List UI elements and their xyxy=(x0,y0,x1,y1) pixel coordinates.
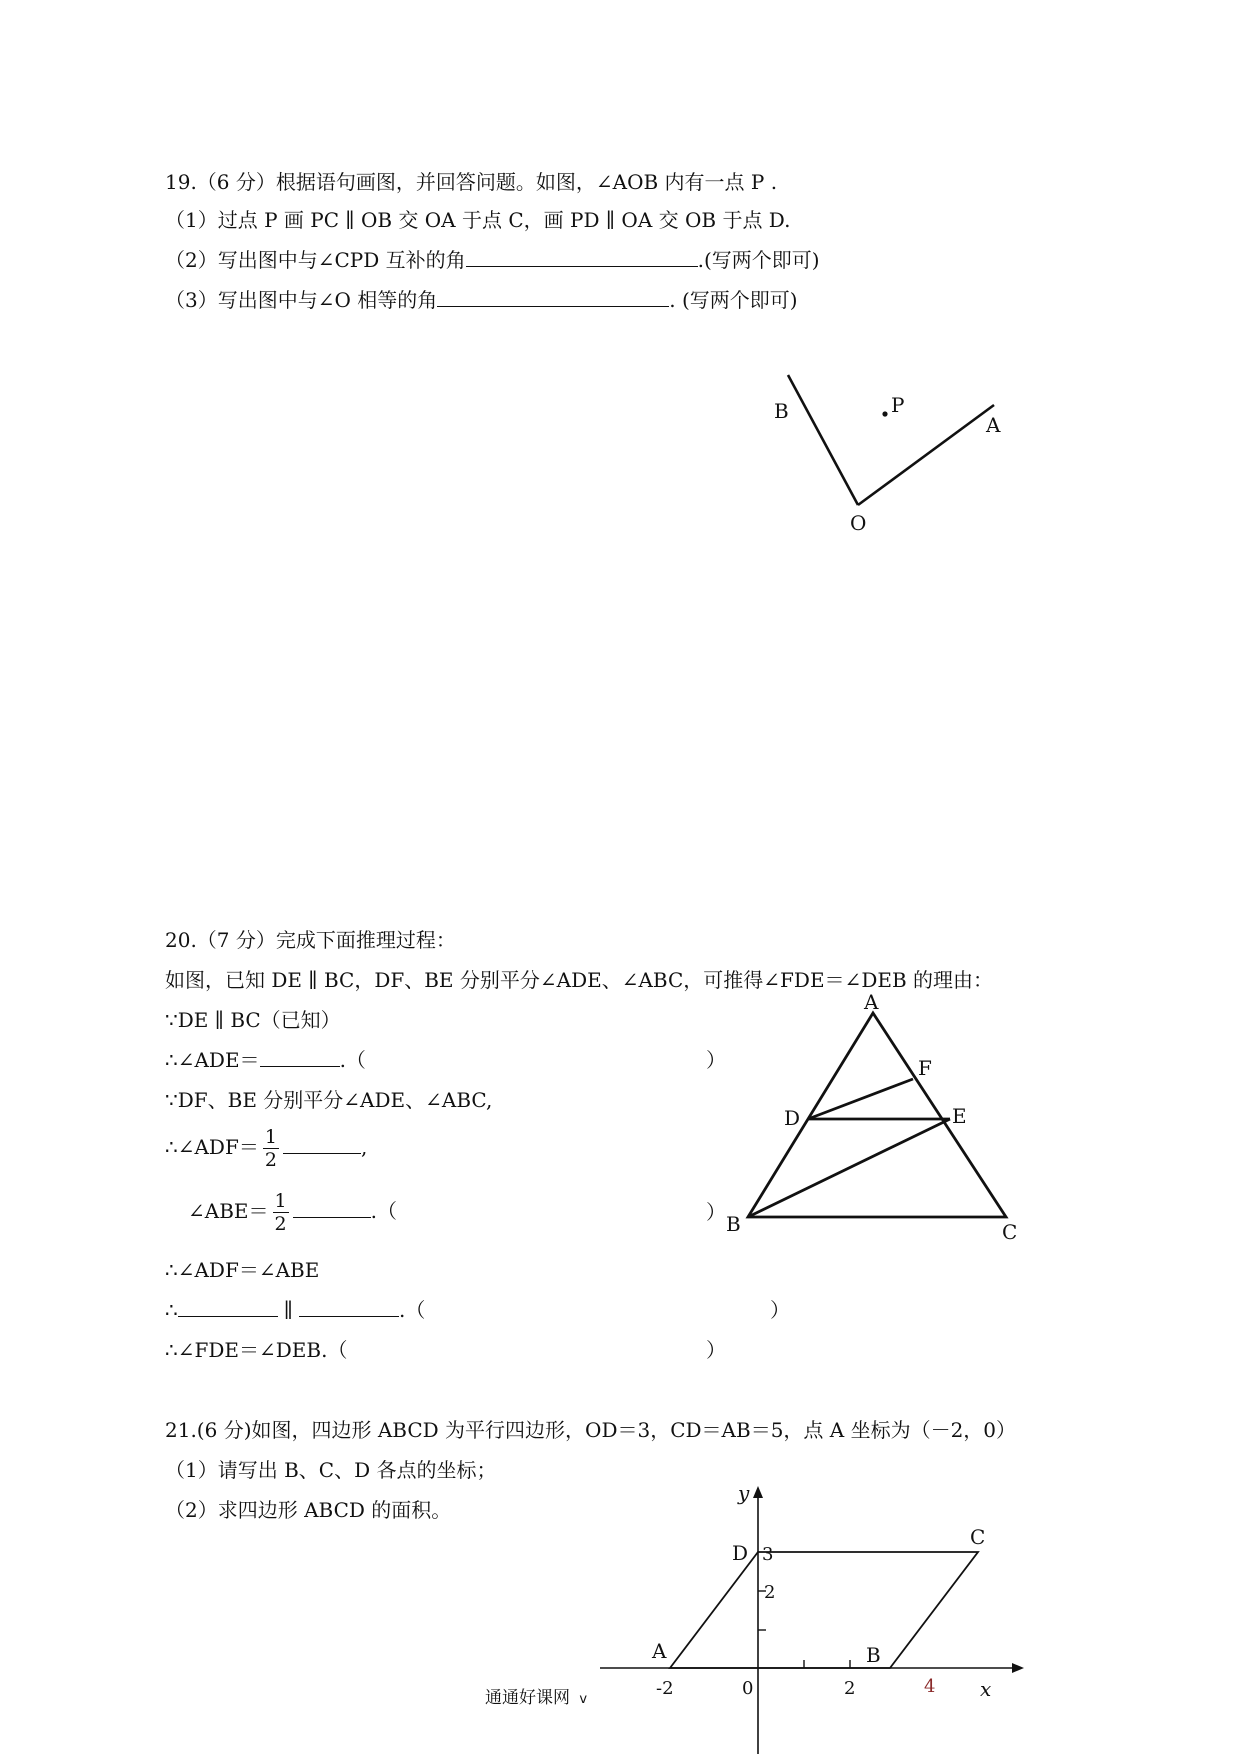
label-d: D xyxy=(732,1541,749,1565)
label-e: E xyxy=(952,1104,967,1128)
label-o: O xyxy=(850,511,867,535)
q19-item1: （1）过点 P 画 PC ∥ OB 交 OA 于点 C，画 PD ∥ OA 交 OB 于点 D. xyxy=(165,208,791,232)
q19-item3-text: （3）写出图中与∠O 相等的角 xyxy=(165,288,438,312)
q20-step4-blank[interactable] xyxy=(283,1135,361,1154)
label-c: C xyxy=(970,1525,986,1549)
q20-step7-text: ∴ xyxy=(165,1298,178,1322)
footer-text: 通通好课网 xyxy=(485,1688,570,1708)
q20-step8: ∴∠FDE＝∠DEB.（ xyxy=(165,1338,348,1362)
q19-item2-answer-blank[interactable] xyxy=(466,248,698,267)
q20-statement: 如图，已知 DE ∥ BC，DF、BE 分别平分∠ADE、∠ABC，可推得∠FDE＝∠DEB 的理由： xyxy=(165,968,994,992)
q20-step7-blank-right[interactable] xyxy=(299,1298,399,1317)
q20-step7 xyxy=(165,1298,425,1322)
q20-step4-text: ∴∠ADF＝ xyxy=(165,1135,259,1159)
label-p: P xyxy=(891,393,905,417)
q20-step2-text: ∴∠ADE＝ xyxy=(165,1048,260,1072)
q20-step1: ∵DE ∥ BC（已知） xyxy=(165,1008,341,1032)
label-c: C xyxy=(1002,1220,1018,1244)
q20-step5-text: ∠ABE＝ xyxy=(188,1199,269,1223)
q20-step5 xyxy=(188,1190,397,1235)
q20-step7-blank-left[interactable] xyxy=(178,1298,278,1317)
q19-item2-note: .(写两个即可) xyxy=(697,248,820,272)
q19-item3-answer-blank[interactable] xyxy=(437,288,669,307)
segment-df xyxy=(808,1079,913,1119)
label-a: A xyxy=(864,990,879,1014)
q21-coordinate-figure xyxy=(600,1478,1040,1754)
y-axis-arrow xyxy=(753,1486,763,1498)
label-b: B xyxy=(774,399,789,423)
q19-angle-figure xyxy=(760,360,1040,540)
q21-title: 21.(6 分)如图，四边形 ABCD 为平行四边形，OD＝3，CD＝AB＝5，点 A 坐标为（－2，0） xyxy=(165,1418,1017,1442)
fraction-half: $\frac{1}{2}$ xyxy=(264,1126,277,1171)
label-a: A xyxy=(986,413,1001,437)
ray-ob xyxy=(788,375,858,505)
y-tick-label-3: 3 xyxy=(762,1544,774,1565)
y-tick-label-2: 2 xyxy=(764,1582,776,1603)
label-b: B xyxy=(726,1212,741,1236)
x-tick-label-2: 2 xyxy=(844,1678,856,1699)
x-tick-label-4: 4 xyxy=(924,1676,936,1697)
q21-item2: （2）求四边形 ABCD 的面积。 xyxy=(165,1498,452,1522)
x-tick-label-0: 0 xyxy=(742,1678,754,1699)
x-axis-arrow xyxy=(1012,1663,1024,1673)
fraction-half: $\frac{1}{2}$ xyxy=(274,1190,287,1235)
footer-suffix: v xyxy=(579,1692,588,1707)
q19-title: 19.（6 分）根据语句画图，并回答问题。如图，∠AOB 内有一点 P . xyxy=(165,170,778,194)
q20-step7-open: .（ xyxy=(398,1298,426,1322)
q20-step2 xyxy=(165,1048,366,1072)
q20-step6: ∴∠ADF＝∠ABE xyxy=(165,1258,320,1282)
q20-step5-blank[interactable] xyxy=(293,1199,371,1218)
parallelogram-abcd xyxy=(670,1552,978,1668)
label-f: F xyxy=(918,1056,932,1080)
q20-step4-comma: , xyxy=(360,1135,368,1159)
q19-item2-text: （2）写出图中与∠CPD 互补的角 xyxy=(165,248,466,272)
q20-step2-open: .（ xyxy=(339,1048,366,1072)
q20-triangle-figure xyxy=(710,990,1030,1245)
x-axis-label: x xyxy=(980,1677,992,1701)
q20-title: 20.（7 分）完成下面推理过程： xyxy=(165,928,456,952)
q20-step2-blank[interactable] xyxy=(260,1048,340,1067)
q19-item2 xyxy=(165,248,820,272)
q20-step4 xyxy=(165,1126,367,1171)
q20-step5-open: .（ xyxy=(370,1199,397,1223)
q20-step3: ∵DF、BE 分别平分∠ADE、∠ABC, xyxy=(165,1088,493,1112)
point-p xyxy=(882,411,887,416)
y-axis-label: y xyxy=(738,1481,750,1505)
q20-step8-close: ） xyxy=(706,1338,726,1362)
ray-oa xyxy=(858,405,994,505)
q19-item3-note: . (写两个即可) xyxy=(669,288,798,312)
q21-item1: （1）请写出 B、C、D 各点的坐标； xyxy=(165,1458,497,1482)
label-a: A xyxy=(652,1639,667,1663)
parallel-symbol: ∥ xyxy=(283,1298,293,1322)
q20-step5-close: ） xyxy=(706,1200,726,1224)
footer-watermark xyxy=(485,1688,587,1710)
q19-item3 xyxy=(165,288,798,312)
label-d: D xyxy=(784,1106,801,1130)
x-tick-label-neg2: -2 xyxy=(656,1678,674,1699)
q20-step7-close: ） xyxy=(770,1298,790,1322)
label-b: B xyxy=(866,1643,881,1667)
q20-step2-close: ） xyxy=(706,1048,726,1072)
